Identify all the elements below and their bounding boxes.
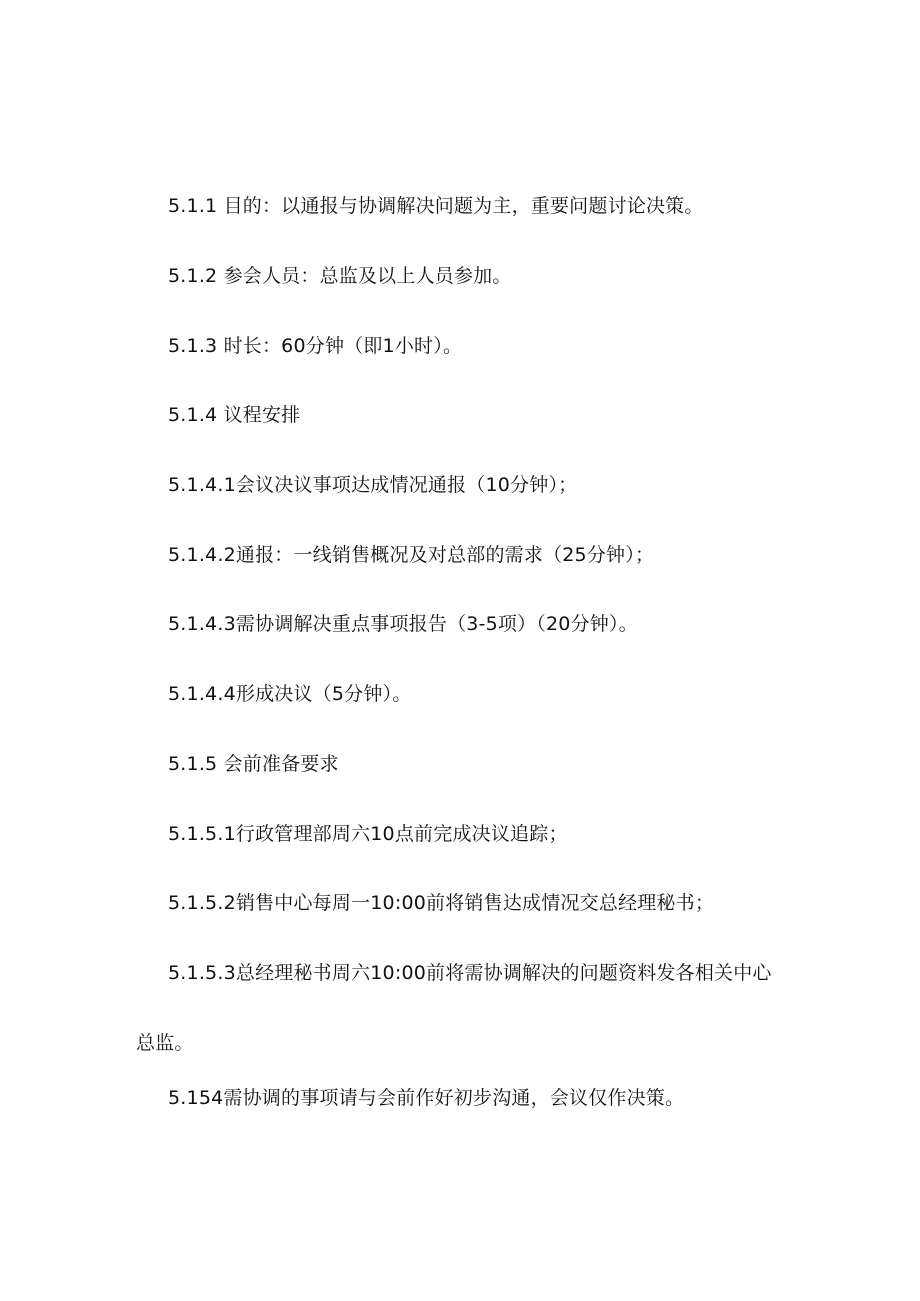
paragraph-5-1-4-4: 5.1.4.4形成决议（5分钟）。 (168, 683, 412, 705)
paragraph-5-1-4-1: 5.1.4.1会议决议事项达成情况通报（10分钟）； (168, 474, 578, 496)
paragraph-5-1-4-3: 5.1.4.3需协调解决重点事项报告（3-5项）（20分钟）。 (168, 613, 638, 635)
paragraph-5-1-2: 5.1.2 参会人员：总监及以上人员参加。 (168, 265, 512, 287)
paragraph-5-1-5: 5.1.5 会前准备要求 (168, 753, 339, 775)
paragraph-5-1-4-2: 5.1.4.2通报：一线销售概况及对总部的需求（25分钟）； (168, 544, 655, 566)
paragraph-5-1-4: 5.1.4 议程安排 (168, 404, 301, 426)
paragraph-5-1-5-2: 5.1.5.2销售中心每周一10:00前将销售达成情况交总经理秘书； (168, 892, 715, 914)
paragraph-5-1-3: 5.1.3 时长：60分钟（即1小时）。 (168, 335, 463, 357)
paragraph-5-1-1: 5.1.1 目的：以通报与协调解决问题为主，重要问题讨论决策。 (168, 195, 704, 217)
paragraph-5-1-5-1: 5.1.5.1行政管理部周六10点前完成决议追踪； (168, 823, 568, 845)
paragraph-5-1-5-3: 5.1.5.3总经理秘书周六10:00前将需协调解决的问题资料发各相关中心总监。 (136, 962, 772, 1054)
paragraph-5-1-5-4: 5.154需协调的事项请与会前作好初步沟通，会议仅作决策。 (168, 1087, 685, 1109)
